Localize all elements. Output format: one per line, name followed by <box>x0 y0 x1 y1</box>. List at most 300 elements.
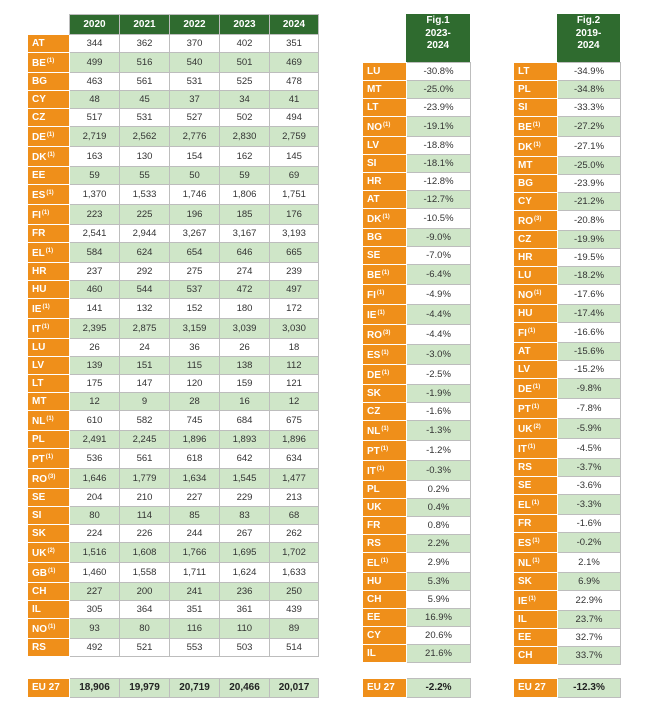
change-cell: 0.8% <box>407 517 471 535</box>
change-cell: 0.2% <box>407 481 471 499</box>
footnote-marker: (1) <box>382 214 390 220</box>
country-code-label: PL <box>367 484 380 495</box>
value-cell: 3,159 <box>170 319 220 339</box>
country-code <box>28 91 70 109</box>
country-code-label: LT <box>518 66 530 77</box>
eu27-total-row <box>28 679 319 698</box>
country-code <box>514 459 558 477</box>
country-code <box>28 431 70 449</box>
value-cell: 362 <box>120 35 170 53</box>
table-row <box>514 591 621 611</box>
country-code <box>28 53 70 73</box>
value-cell: 1,624 <box>220 563 270 583</box>
country-code-label: EE <box>518 632 532 643</box>
change-cell: -19.9% <box>558 231 621 249</box>
table-row <box>28 357 319 375</box>
change-cell: -5.9% <box>558 419 621 439</box>
value-cell: 1,896 <box>270 431 319 449</box>
footnote-marker: (3) <box>534 216 542 222</box>
yearly-total-table <box>27 678 319 698</box>
value-cell: 370 <box>170 35 220 53</box>
value-cell: 244 <box>170 525 220 543</box>
change-cell: -3.7% <box>558 459 621 477</box>
change-cell: -4.5% <box>558 439 621 459</box>
table-row <box>514 231 621 249</box>
table-row <box>514 175 621 193</box>
table-row <box>28 299 319 319</box>
footnote-marker: (1) <box>46 190 54 196</box>
footnote-marker: (1) <box>48 568 56 574</box>
country-code-label: IL <box>32 604 41 615</box>
country-code-label: BE <box>518 122 532 133</box>
value-cell: 521 <box>120 639 170 657</box>
country-code-label: AT <box>518 346 531 357</box>
footnote-marker: (1) <box>531 404 540 410</box>
country-code-label: SK <box>518 576 532 587</box>
country-code-label: EL <box>518 500 531 511</box>
fig2-total-row <box>514 679 621 698</box>
change-cell: -23.9% <box>558 175 621 193</box>
value-cell: 138 <box>220 357 270 375</box>
value-cell: 48 <box>70 91 120 109</box>
change-cell: 16.9% <box>407 609 471 627</box>
fig2-title-line: 2024 <box>577 40 600 51</box>
value-cell: 50 <box>170 167 220 185</box>
table-row <box>363 155 471 173</box>
value-cell: 463 <box>70 73 120 91</box>
country-code <box>514 193 558 211</box>
country-code-label: LU <box>367 66 381 77</box>
value-cell: 80 <box>120 619 170 639</box>
value-cell: 503 <box>220 639 270 657</box>
change-cell: 5.3% <box>407 573 471 591</box>
corner-cell <box>28 15 70 35</box>
table-row <box>28 185 319 205</box>
value-cell: 344 <box>70 35 120 53</box>
table-row <box>28 53 319 73</box>
country-code <box>514 231 558 249</box>
country-code <box>363 535 407 553</box>
value-cell: 9 <box>120 393 170 411</box>
country-code-label: PL <box>518 84 531 95</box>
country-code-label: IE <box>518 596 528 607</box>
value-cell: 12 <box>70 393 120 411</box>
country-code-label: IE <box>367 310 377 321</box>
country-code <box>363 81 407 99</box>
change-cell: -6.4% <box>407 265 471 285</box>
table-row <box>363 173 471 191</box>
value-cell: 45 <box>120 91 170 109</box>
country-code <box>514 211 558 231</box>
value-cell: 2,491 <box>70 431 120 449</box>
change-cell: 21.6% <box>407 645 471 663</box>
value-cell: 130 <box>120 147 170 167</box>
table-row <box>363 499 471 517</box>
value-cell: 250 <box>270 583 319 601</box>
table-row <box>514 611 621 629</box>
value-cell: 517 <box>70 109 120 127</box>
change-cell: -3.0% <box>407 345 471 365</box>
country-code <box>363 137 407 155</box>
country-code-label: BE <box>367 270 381 281</box>
country-code <box>514 629 558 647</box>
value-cell: 2,719 <box>70 127 120 147</box>
value-cell: 41 <box>270 91 319 109</box>
value-cell: 351 <box>270 35 319 53</box>
table-row <box>28 109 319 127</box>
value-cell: 561 <box>120 449 170 469</box>
country-code-label: FI <box>518 328 527 339</box>
value-cell: 537 <box>170 281 220 299</box>
value-cell: 93 <box>70 619 120 639</box>
country-code <box>363 645 407 663</box>
country-code-label: MT <box>367 84 382 95</box>
country-code <box>363 191 407 209</box>
footnote-marker: (1) <box>45 454 54 460</box>
country-code <box>514 305 558 323</box>
country-code-label: NO <box>518 290 533 301</box>
table-row <box>28 205 319 225</box>
value-cell: 1,533 <box>120 185 170 205</box>
value-cell: 478 <box>270 73 319 91</box>
table-row <box>28 469 319 489</box>
change-cell: -7.8% <box>558 399 621 419</box>
footnote-marker: (1) <box>532 538 540 544</box>
value-cell: 175 <box>70 375 120 393</box>
country-code-label: ES <box>518 538 532 549</box>
fig2-header <box>557 14 620 62</box>
fig2-title-line: 2019- <box>575 27 602 39</box>
change-cell: -19.5% <box>558 249 621 267</box>
change-cell: -30.8% <box>407 63 471 81</box>
country-code <box>514 591 558 611</box>
country-code <box>28 449 70 469</box>
value-cell: 223 <box>70 205 120 225</box>
country-code <box>514 99 558 117</box>
country-code <box>514 137 558 157</box>
change-cell: -1.3% <box>407 421 471 441</box>
country-code-label: FI <box>367 290 376 301</box>
country-code <box>28 619 70 639</box>
footnote-marker: (3) <box>48 474 56 480</box>
footnote-marker: (1) <box>380 558 389 564</box>
table-row <box>28 91 319 109</box>
table-row <box>28 449 319 469</box>
value-cell: 624 <box>120 243 170 263</box>
footnote-marker: (1) <box>381 350 389 356</box>
change-cell: 5.9% <box>407 591 471 609</box>
total-value: -2.2% <box>407 679 471 698</box>
country-code <box>514 361 558 379</box>
value-cell: 1,806 <box>220 185 270 205</box>
footnote-marker: (1) <box>48 624 56 630</box>
change-cell: -10.5% <box>407 209 471 229</box>
country-code-label: PL <box>32 434 45 445</box>
footnote-marker: (1) <box>528 596 536 602</box>
country-code <box>363 325 407 345</box>
value-cell: 24 <box>120 339 170 357</box>
table-row <box>28 243 319 263</box>
change-cell: -9.0% <box>407 229 471 247</box>
value-cell: 152 <box>170 299 220 319</box>
value-cell: 34 <box>220 91 270 109</box>
country-code <box>514 117 558 137</box>
country-code <box>28 109 70 127</box>
country-code <box>28 243 70 263</box>
change-cell: -25.0% <box>558 157 621 175</box>
total-value: -12.3% <box>558 679 621 698</box>
value-cell: 115 <box>170 357 220 375</box>
value-cell: 112 <box>270 357 319 375</box>
table-row <box>514 249 621 267</box>
change-cell: 6.9% <box>558 573 621 591</box>
country-code-label: CY <box>518 196 532 207</box>
table-row <box>363 325 471 345</box>
change-cell: -17.6% <box>558 285 621 305</box>
change-cell: -21.2% <box>558 193 621 211</box>
table-row <box>514 399 621 419</box>
table-row <box>28 563 319 583</box>
value-cell: 239 <box>270 263 319 281</box>
value-cell: 116 <box>170 619 220 639</box>
table-row <box>363 285 471 305</box>
table-row <box>363 441 471 461</box>
country-code-label: NL <box>518 558 532 569</box>
table-row <box>363 117 471 137</box>
country-code-label: CY <box>367 630 381 641</box>
country-code-label: SK <box>367 388 381 399</box>
value-cell: 59 <box>220 167 270 185</box>
value-cell: 241 <box>170 583 220 601</box>
country-code <box>363 155 407 173</box>
change-cell: 0.4% <box>407 499 471 517</box>
country-code <box>363 627 407 645</box>
table-row <box>514 193 621 211</box>
table-row <box>514 459 621 477</box>
change-cell: -1.6% <box>407 403 471 421</box>
footnote-marker: (1) <box>527 444 536 450</box>
country-code <box>363 173 407 191</box>
country-code <box>514 439 558 459</box>
country-code <box>28 73 70 91</box>
value-cell: 37 <box>170 91 220 109</box>
footnote-marker: (1) <box>46 58 55 64</box>
table-row <box>28 411 319 431</box>
country-code <box>363 403 407 421</box>
table-row <box>363 229 471 247</box>
total-value: 18,906 <box>70 679 120 698</box>
value-cell: 292 <box>120 263 170 281</box>
country-code <box>363 247 407 265</box>
year-header: 2024 <box>270 15 319 35</box>
country-code <box>363 63 407 81</box>
value-cell: 1,477 <box>270 469 319 489</box>
value-cell: 2,776 <box>170 127 220 147</box>
country-code <box>28 375 70 393</box>
value-cell: 229 <box>220 489 270 507</box>
country-code-label: EE <box>32 170 46 181</box>
value-cell: 1,516 <box>70 543 120 563</box>
change-cell: -18.8% <box>407 137 471 155</box>
table-row <box>514 323 621 343</box>
table-row <box>514 379 621 399</box>
value-cell: 85 <box>170 507 220 525</box>
country-code-label: RO <box>32 474 47 485</box>
table-row <box>514 267 621 285</box>
value-cell: 492 <box>70 639 120 657</box>
value-cell: 163 <box>70 147 120 167</box>
table-row <box>28 525 319 543</box>
country-code <box>28 205 70 225</box>
value-cell: 16 <box>220 393 270 411</box>
value-cell: 210 <box>120 489 170 507</box>
change-cell: -12.7% <box>407 191 471 209</box>
country-code-label: RO <box>367 330 382 341</box>
change-cell: -1.2% <box>407 441 471 461</box>
country-code <box>514 285 558 305</box>
change-cell: -4.9% <box>407 285 471 305</box>
value-cell: 110 <box>220 619 270 639</box>
country-code-label: BG <box>367 232 382 243</box>
country-code-label: EL <box>32 248 45 259</box>
country-code <box>363 229 407 247</box>
value-cell: 3,039 <box>220 319 270 339</box>
country-code-label: FI <box>32 210 41 221</box>
country-code-label: FR <box>32 228 46 239</box>
country-code <box>28 601 70 619</box>
table-row <box>363 81 471 99</box>
country-code-label: IT <box>367 466 376 477</box>
table-row <box>514 515 621 533</box>
country-code <box>514 343 558 361</box>
country-code <box>514 553 558 573</box>
value-cell: 584 <box>70 243 120 263</box>
value-cell: 3,167 <box>220 225 270 243</box>
value-cell: 1,746 <box>170 185 220 205</box>
value-cell: 1,896 <box>170 431 220 449</box>
change-cell: 20.6% <box>407 627 471 645</box>
table-row <box>363 191 471 209</box>
table-row <box>514 573 621 591</box>
change-cell: -1.9% <box>407 385 471 403</box>
year-header: 2021 <box>120 15 170 35</box>
change-cell: -12.8% <box>407 173 471 191</box>
value-cell: 745 <box>170 411 220 431</box>
value-cell: 132 <box>120 299 170 319</box>
footnote-marker: (1) <box>377 310 385 316</box>
value-cell: 2,245 <box>120 431 170 449</box>
country-code-label: PT <box>518 404 531 415</box>
table-row <box>28 127 319 147</box>
table-row <box>28 507 319 525</box>
country-code <box>28 411 70 431</box>
country-code-label: DE <box>518 384 532 395</box>
table-row <box>28 601 319 619</box>
country-code-label: MT <box>518 160 533 171</box>
value-cell: 1,751 <box>270 185 319 205</box>
country-code-label: SE <box>518 480 532 491</box>
country-code-label: LV <box>32 360 45 371</box>
value-cell: 536 <box>70 449 120 469</box>
footnote-marker: (1) <box>46 132 55 138</box>
table-row <box>514 495 621 515</box>
country-code <box>514 419 558 439</box>
country-code <box>514 399 558 419</box>
value-cell: 618 <box>170 449 220 469</box>
country-code <box>514 379 558 399</box>
country-code-label: LT <box>32 378 44 389</box>
change-cell: -16.6% <box>558 323 621 343</box>
change-cell: -20.8% <box>558 211 621 231</box>
change-cell: 33.7% <box>558 647 621 665</box>
table-row <box>28 225 319 243</box>
value-cell: 224 <box>70 525 120 543</box>
value-cell: 80 <box>70 507 120 525</box>
change-cell: -9.8% <box>558 379 621 399</box>
value-cell: 176 <box>270 205 319 225</box>
value-cell: 1,460 <box>70 563 120 583</box>
total-value: 20,017 <box>270 679 319 698</box>
country-code-label: RO <box>518 216 533 227</box>
change-cell: -4.4% <box>407 305 471 325</box>
value-cell: 561 <box>120 73 170 91</box>
country-code-label: LV <box>518 364 531 375</box>
fig1-title-line: Fig.1 <box>426 15 450 26</box>
value-cell: 262 <box>270 525 319 543</box>
country-code-label: NO <box>367 122 382 133</box>
change-cell: -27.1% <box>558 137 621 157</box>
footnote-marker: (1) <box>381 426 389 432</box>
value-cell: 642 <box>220 449 270 469</box>
value-cell: 236 <box>220 583 270 601</box>
country-code-label: NO <box>32 624 47 635</box>
value-cell: 2,395 <box>70 319 120 339</box>
value-cell: 159 <box>220 375 270 393</box>
value-cell: 3,193 <box>270 225 319 243</box>
value-cell: 544 <box>120 281 170 299</box>
fig1-header <box>406 14 470 62</box>
table-row <box>514 99 621 117</box>
value-cell: 531 <box>120 109 170 127</box>
value-cell: 646 <box>220 243 270 263</box>
table-row <box>363 645 471 663</box>
table-row <box>514 477 621 495</box>
value-cell: 213 <box>270 489 319 507</box>
country-code-label: CH <box>32 586 47 597</box>
fig1-total-table <box>362 678 471 698</box>
value-cell: 12 <box>270 393 319 411</box>
value-cell: 28 <box>170 393 220 411</box>
country-code <box>363 117 407 137</box>
footnote-marker: (1) <box>41 210 50 216</box>
value-cell: 675 <box>270 411 319 431</box>
total-code: EU 27 <box>28 679 70 698</box>
table-row <box>363 573 471 591</box>
change-cell: -19.1% <box>407 117 471 137</box>
value-cell: 180 <box>220 299 270 319</box>
value-cell: 36 <box>170 339 220 357</box>
country-code <box>28 35 70 53</box>
value-cell: 469 <box>270 53 319 73</box>
value-cell: 1,370 <box>70 185 120 205</box>
country-code-label: DK <box>518 142 533 153</box>
country-code <box>28 339 70 357</box>
footnote-marker: (1) <box>381 270 390 276</box>
country-code <box>514 533 558 553</box>
value-cell: 151 <box>120 357 170 375</box>
country-code <box>363 573 407 591</box>
country-code <box>514 175 558 193</box>
